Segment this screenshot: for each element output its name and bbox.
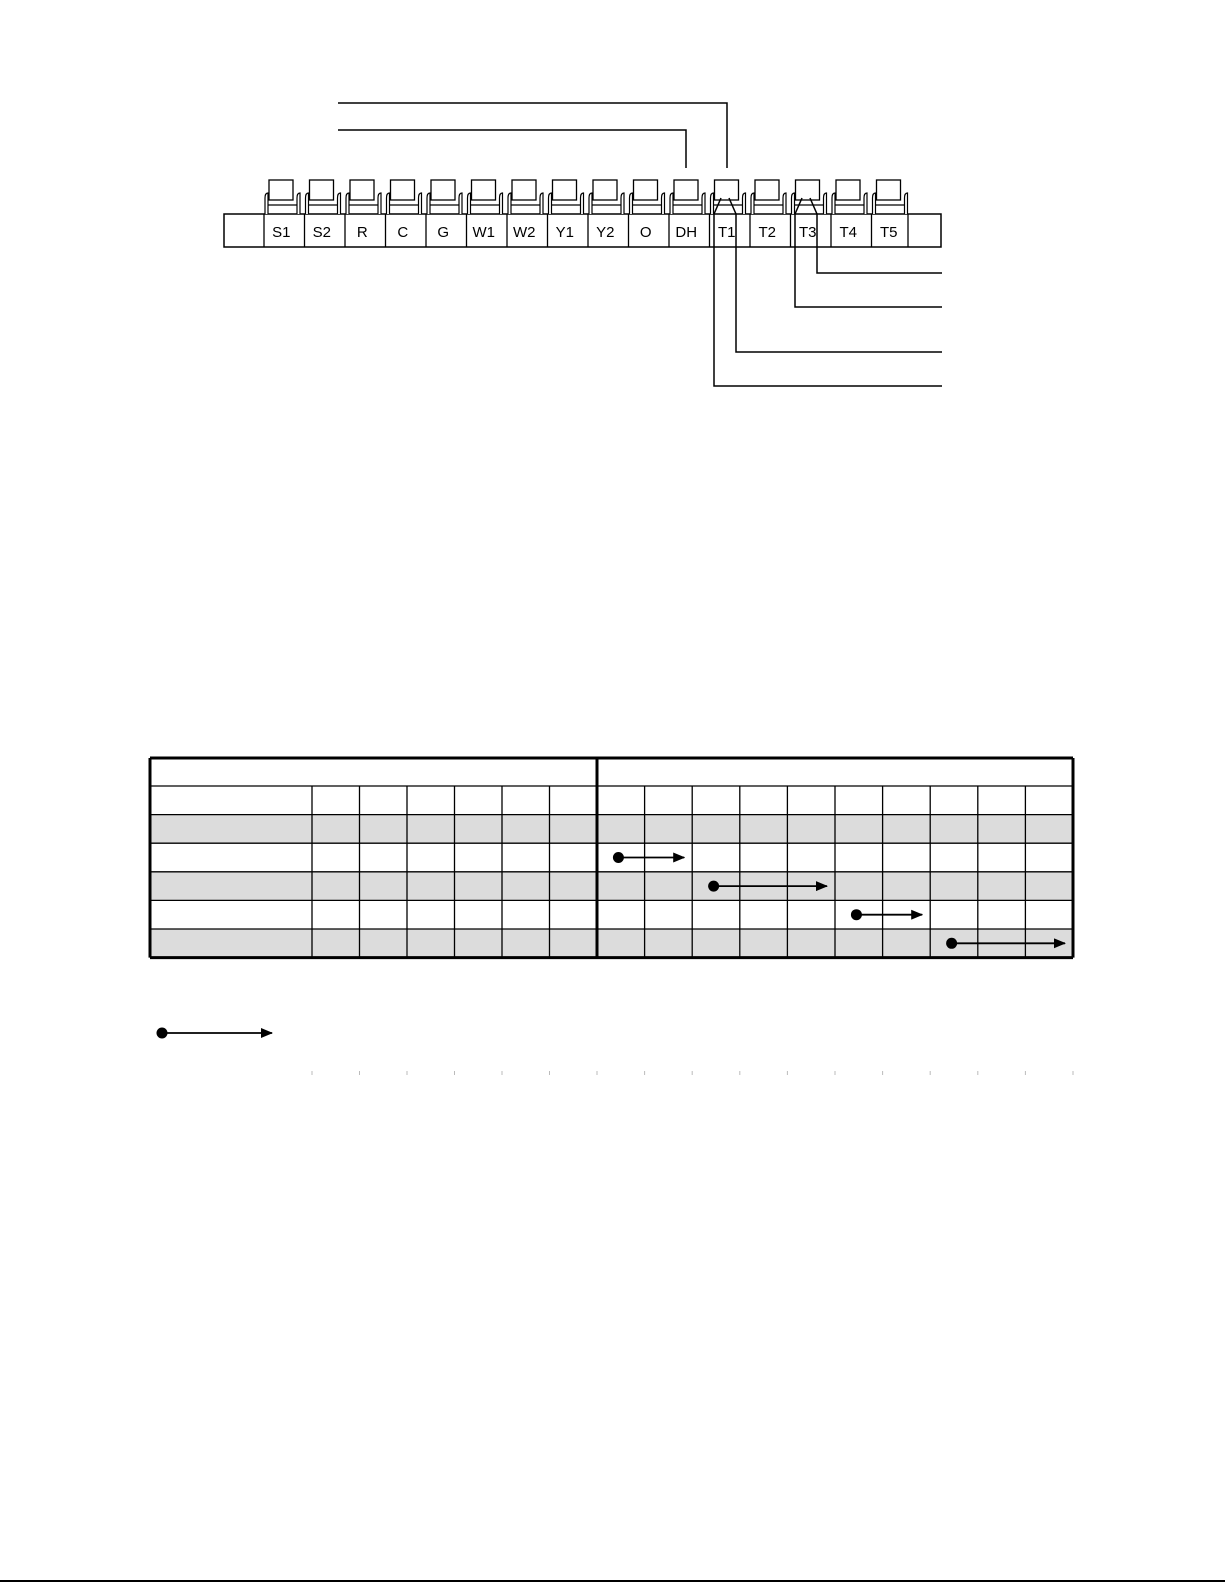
terminal-label: S2 xyxy=(312,224,331,241)
page-bottom-rule xyxy=(0,1580,1225,1582)
terminal-label: T3 xyxy=(798,224,817,241)
faint-tick-row xyxy=(312,1071,1073,1075)
terminal-label: Y1 xyxy=(555,224,574,241)
terminal-label: T2 xyxy=(758,224,777,241)
shaded-row xyxy=(150,872,1073,901)
terminal-label: C xyxy=(397,224,409,241)
terminal-label: W1 xyxy=(472,224,495,241)
terminal-label: G xyxy=(437,224,450,241)
shaded-row xyxy=(150,929,1073,958)
terminal-label: T5 xyxy=(879,224,898,241)
terminal-label: T4 xyxy=(839,224,858,241)
terminal-label: R xyxy=(356,224,368,241)
legend xyxy=(157,1028,273,1039)
schedule-arrow xyxy=(613,852,684,863)
terminal-label: DH xyxy=(675,224,698,241)
terminal-label: O xyxy=(639,224,652,241)
terminal-label: S1 xyxy=(272,224,291,241)
schedule-arrow xyxy=(851,909,922,920)
terminal-label: W2 xyxy=(513,224,536,241)
terminal-label: T1 xyxy=(717,224,736,241)
shaded-row xyxy=(150,815,1073,844)
terminal-label: Y2 xyxy=(596,224,615,241)
